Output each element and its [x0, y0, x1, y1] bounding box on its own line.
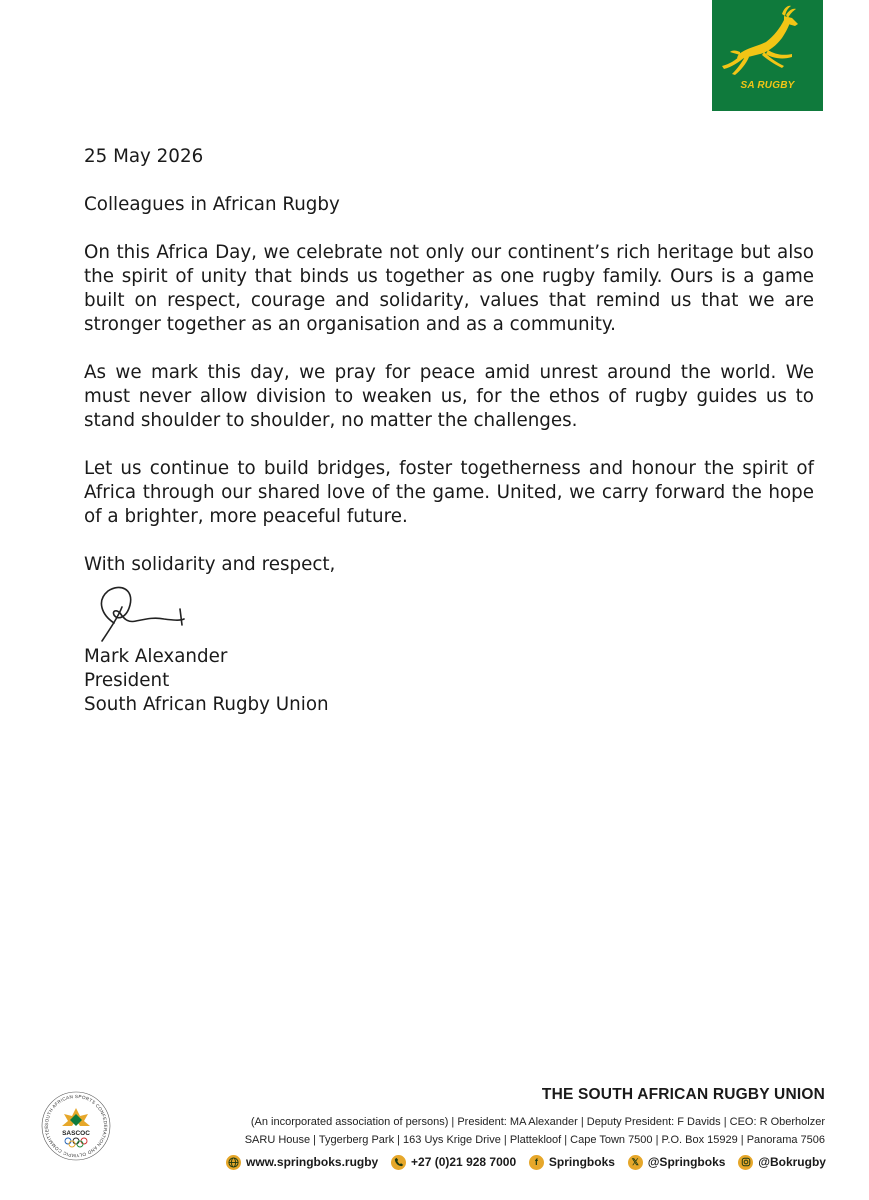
footer-contacts: [226, 1152, 826, 1172]
footer-address: SARU House | Tygerberg Park | 163 Uys Krige Drive | Plattekloof | Cape Town 7500 | P.O. Box 15929 | Panorama 7506: [244, 1134, 825, 1146]
paragraph-3: Let us continue to build bridges, foster togetherness and honour the spirit of Africa through our shared love of the game. United, we carry forward the hope of a brighter, more peaceful future.: [84, 458, 814, 527]
logo-text: SA RUGBY: [740, 80, 795, 91]
signatory-name: Mark Alexander: [84, 646, 228, 667]
sascoc-seal: [40, 1090, 112, 1162]
instagram-icon: [738, 1155, 753, 1170]
website-contact[interactable]: [226, 1155, 378, 1170]
footer-officials: (An incorporated association of persons) | President: MA Alexander | Deputy President: F Davids | CEO: R Oberholzer: [250, 1116, 825, 1128]
signatory-title: President: [84, 670, 170, 691]
phone-contact[interactable]: [391, 1155, 516, 1170]
svg-text:SOUTH AFRICAN SPORTS CONFEDERA: [44, 1094, 108, 1158]
facebook-text: Springboks: [548, 1155, 615, 1169]
letter-date: 25 May 2026: [84, 146, 204, 167]
facebook-icon: f: [529, 1155, 544, 1170]
sascoc-ring-text: SOUTH AFRICAN SPORTS CONFEDERATION AND OLYMPIC COMMITTEE: [43, 1093, 109, 1159]
x-contact[interactable]: [628, 1155, 726, 1170]
paragraph-1: On this Africa Day, we celebrate not only our continent’s rich heritage but also the spirit of unity that binds us together as one rugby family. Ours is a game built on respect, courage and solidarity, values that remind us that we are stronger together as an organisation and as a community.: [84, 242, 814, 335]
signature-block: [84, 645, 814, 717]
sascoc-abbrev: SASCOC: [62, 1130, 90, 1137]
x-icon: 𝕏: [628, 1155, 643, 1170]
facebook-contact[interactable]: [529, 1155, 615, 1170]
paragraph-2: As we mark this day, we pray for peace amid unrest around the world. We must never allow division to weaken us, for the ethos of rugby guides us to stand shoulder to shoulder, no matter the challenges.: [84, 362, 814, 431]
springbok-icon: [712, 0, 823, 111]
letter-body: [84, 145, 814, 717]
phone-icon: [391, 1155, 406, 1170]
instagram-contact[interactable]: [738, 1155, 826, 1170]
footer-title: THE SOUTH AFRICAN RUGBY UNION: [541, 1086, 825, 1103]
website-text: www.springboks.rugby: [246, 1155, 379, 1169]
globe-icon: [226, 1155, 241, 1170]
salutation: Colleagues in African Rugby: [84, 194, 340, 215]
instagram-text: @Bokrugby: [758, 1155, 826, 1169]
x-text: @Springboks: [647, 1155, 726, 1169]
signature: [92, 583, 202, 645]
closing: With solidarity and respect,: [84, 554, 336, 575]
signatory-organisation: South African Rugby Union: [84, 694, 329, 715]
sa-rugby-logo: [712, 0, 823, 111]
phone-text: +27 (0)21 928 7000: [411, 1155, 517, 1169]
